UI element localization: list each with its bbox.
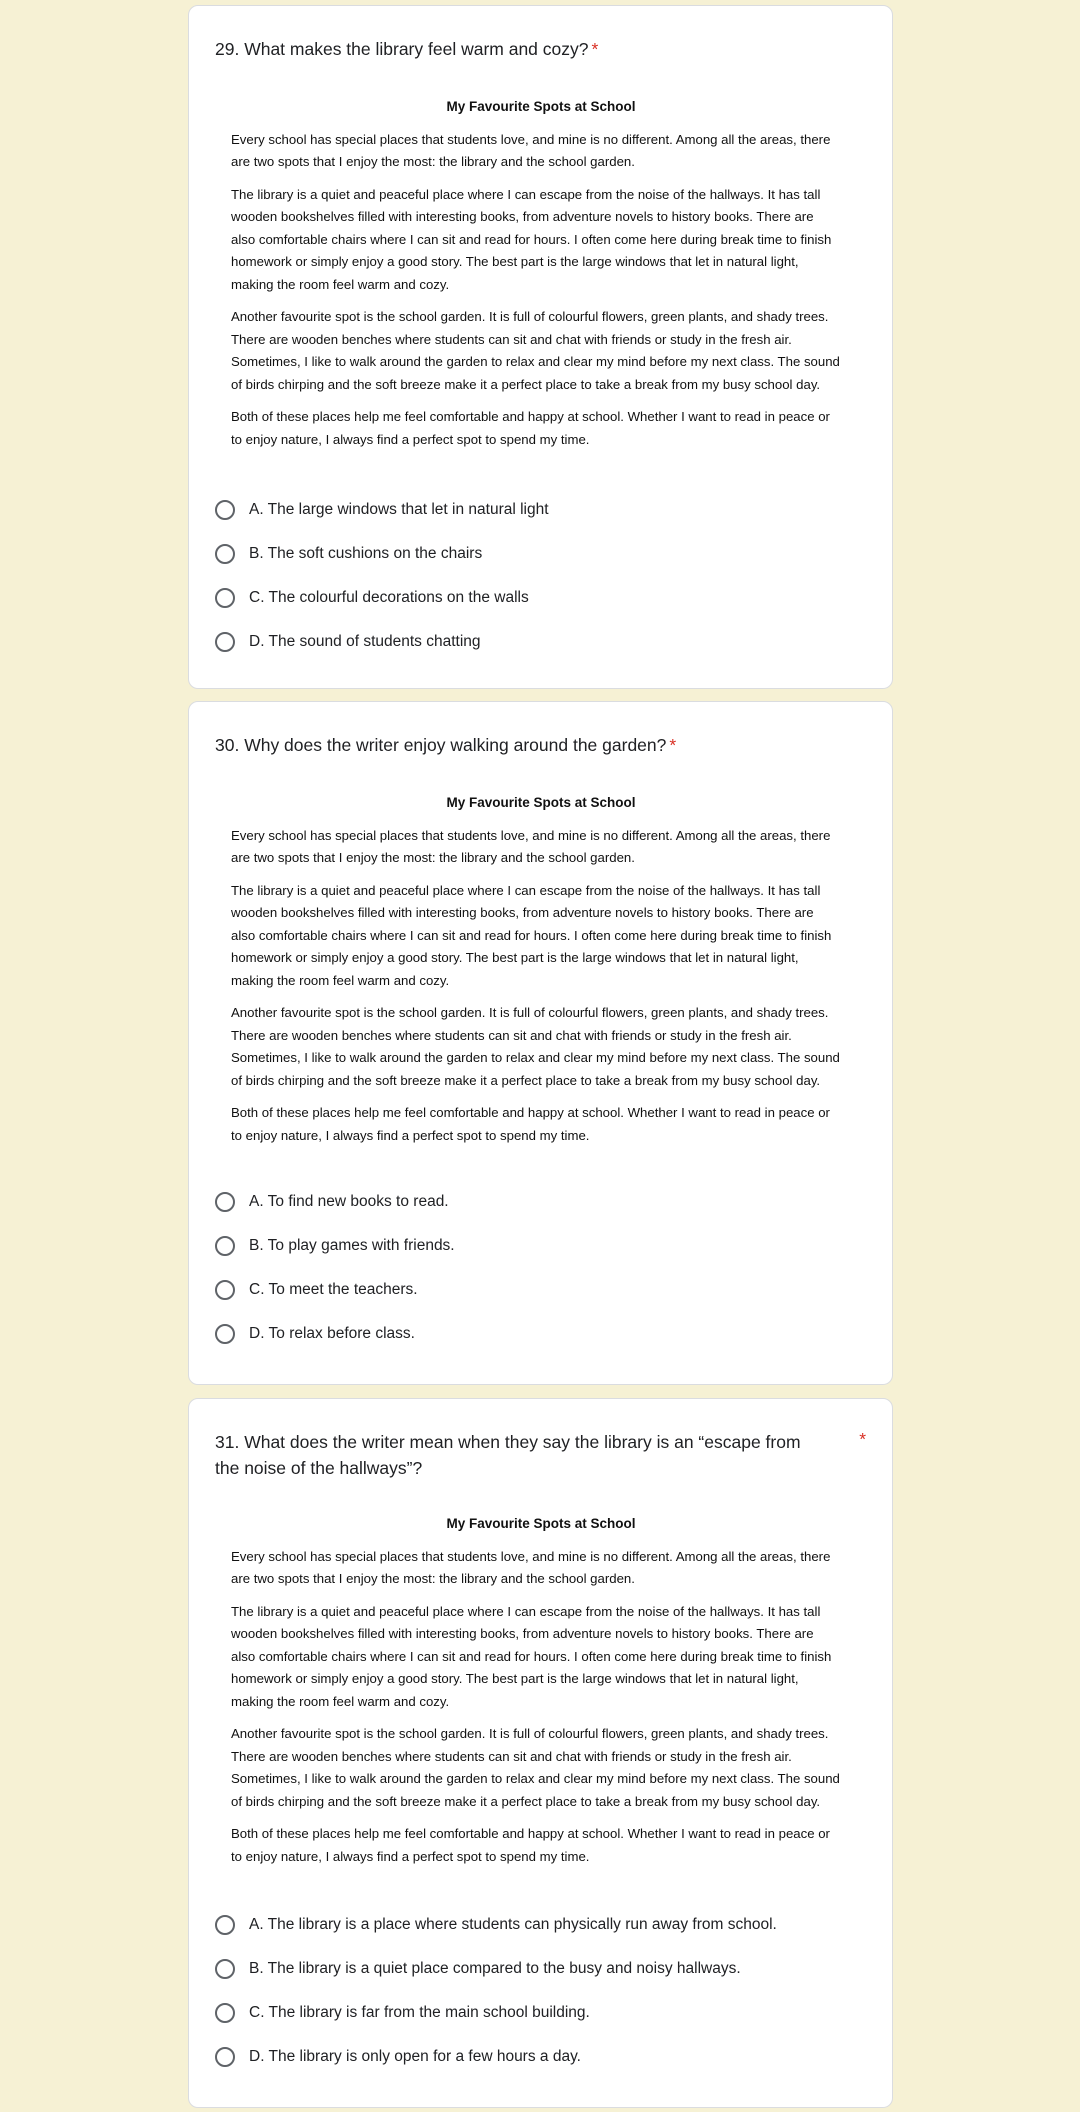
options-list <box>215 488 865 664</box>
required-asterisk: * <box>591 39 599 59</box>
question-title: 31. What does the writer mean when they say the library is an “escape from the noise of the hallways”? <box>215 1432 801 1478</box>
passage-paragraph: Every school has special places that students love, and mine is no different. Among all the areas, there are two spots that I enjoy the most: the library and the school garden. <box>231 131 831 169</box>
required-asterisk: * <box>859 1429 866 1449</box>
option-c[interactable] <box>215 576 865 620</box>
option-d[interactable] <box>215 2035 865 2079</box>
passage-paragraph: Every school has special places that students love, and mine is no different. Among all the areas, there are two spots that I enjoy the most: the library and the school garden. <box>231 827 831 865</box>
passage-paragraph: Another favourite spot is the school garden. It is full of colourful flowers, green plants, and shady trees. There are wooden benches where students can sit and chat with friends or study in the fresh air. Sometimes, I like to walk around the garden to relax and clear my mind before my next class. The sound of birds chirping and the soft breeze make it a perfect place to take a break from my busy school day. <box>231 1726 840 1809</box>
radio-button[interactable] <box>215 1959 235 1979</box>
required-asterisk: * <box>669 735 677 755</box>
question-card-29 <box>188 5 893 689</box>
question-card-30 <box>188 701 893 1385</box>
option-d[interactable] <box>215 620 865 664</box>
passage-paragraph: The library is a quiet and peaceful place where I can escape from the noise of the hallways. It has tall wooden bookshelves filled with interesting books, from adventure novels to history books. There are also comfortable chairs where I can sit and read for hours. I often come here during break time to finish homework or simply enjoy a good story. The best part is the large windows that let in natural light, making the room feel warm and cozy. <box>231 1603 832 1709</box>
radio-button[interactable] <box>215 1324 235 1344</box>
option-a[interactable] <box>215 1903 865 1947</box>
option-label: C. The colourful decorations on the walls <box>249 589 529 606</box>
radio-button[interactable] <box>215 544 235 564</box>
option-b[interactable] <box>215 532 865 576</box>
passage-title: My Favourite Spots at School <box>446 99 636 114</box>
option-label: D. The sound of students chatting <box>249 633 481 650</box>
passage-paragraph: Another favourite spot is the school garden. It is full of colourful flowers, green plants, and shady trees. There are wooden benches where students can sit and chat with friends or study in the fresh air. Sometimes, I like to walk around the garden to relax and clear my mind before my next class. The sound of birds chirping and the soft breeze make it a perfect place to take a break from my busy school day. <box>231 1005 840 1088</box>
question-card-31 <box>188 1398 893 2108</box>
passage-title: My Favourite Spots at School <box>446 1516 636 1531</box>
option-label: B. The library is a quiet place compared to the busy and noisy hallways. <box>249 1960 741 1977</box>
option-b[interactable] <box>215 1947 865 1991</box>
radio-button[interactable] <box>215 1280 235 1300</box>
passage-title: My Favourite Spots at School <box>446 795 636 810</box>
passage-paragraph: The library is a quiet and peaceful place where I can escape from the noise of the hallways. It has tall wooden bookshelves filled with interesting books, from adventure novels to history books. There are also comfortable chairs where I can sit and read for hours. I often come here during break time to finish homework or simply enjoy a good story. The best part is the large windows that let in natural light, making the room feel warm and cozy. <box>231 882 832 988</box>
passage-paragraph: Another favourite spot is the school garden. It is full of colourful flowers, green plants, and shady trees. There are wooden benches where students can sit and chat with friends or study in the fresh air. Sometimes, I like to walk around the garden to relax and clear my mind before my next class. The sound of birds chirping and the soft breeze make it a perfect place to take a break from my busy school day. <box>231 309 840 392</box>
passage-paragraph: Both of these places help me feel comfortable and happy at school. Whether I want to read in peace or to enjoy nature, I always find a perfect spot to spend my time. <box>231 409 830 447</box>
passage-paragraph: The library is a quiet and peaceful place where I can escape from the noise of the hallways. It has tall wooden bookshelves filled with interesting books, from adventure novels to history books. There are also comfortable chairs where I can sit and read for hours. I often come here during break time to finish homework or simply enjoy a good story. The best part is the large windows that let in natural light, making the room feel warm and cozy. <box>231 186 832 292</box>
radio-button[interactable] <box>215 1915 235 1935</box>
radio-button[interactable] <box>215 632 235 652</box>
option-label: D. To relax before class. <box>249 1325 415 1342</box>
passage-paragraph: Every school has special places that students love, and mine is no different. Among all the areas, there are two spots that I enjoy the most: the library and the school garden. <box>231 1548 831 1586</box>
option-d[interactable] <box>215 1312 865 1356</box>
radio-button[interactable] <box>215 500 235 520</box>
option-label: A. The library is a place where students can physically run away from school. <box>249 1916 777 1933</box>
passage-image <box>231 792 841 1157</box>
radio-button[interactable] <box>215 1236 235 1256</box>
option-label: C. The library is far from the main school building. <box>249 2004 590 2021</box>
passage-paragraph: Both of these places help me feel comfortable and happy at school. Whether I want to read in peace or to enjoy nature, I always find a perfect spot to spend my time. <box>231 1826 830 1864</box>
option-a[interactable] <box>215 488 865 532</box>
radio-button[interactable] <box>215 588 235 608</box>
question-title: 30. Why does the writer enjoy walking around the garden? * <box>215 735 677 755</box>
option-b[interactable] <box>215 1224 865 1268</box>
question-title: 29. What makes the library feel warm and cozy? * <box>215 39 599 59</box>
option-label: D. The library is only open for a few hours a day. <box>249 2048 581 2065</box>
passage-paragraph: Both of these places help me feel comfortable and happy at school. Whether I want to read in peace or to enjoy nature, I always find a perfect spot to spend my time. <box>231 1105 830 1143</box>
radio-button[interactable] <box>215 1192 235 1212</box>
radio-button[interactable] <box>215 2047 235 2067</box>
option-label: A. To find new books to read. <box>249 1193 449 1210</box>
option-label: B. The soft cushions on the chairs <box>249 545 483 562</box>
option-c[interactable] <box>215 1268 865 1312</box>
option-label: C. To meet the teachers. <box>249 1281 418 1298</box>
options-list <box>215 1903 865 2079</box>
option-label: A. The large windows that let in natural light <box>249 501 549 518</box>
option-a[interactable] <box>215 1180 865 1224</box>
options-list <box>215 1180 865 1356</box>
passage-image <box>231 1513 841 1878</box>
option-c[interactable] <box>215 1991 865 2035</box>
option-label: B. To play games with friends. <box>249 1237 455 1254</box>
passage-image <box>231 96 841 461</box>
radio-button[interactable] <box>215 2003 235 2023</box>
